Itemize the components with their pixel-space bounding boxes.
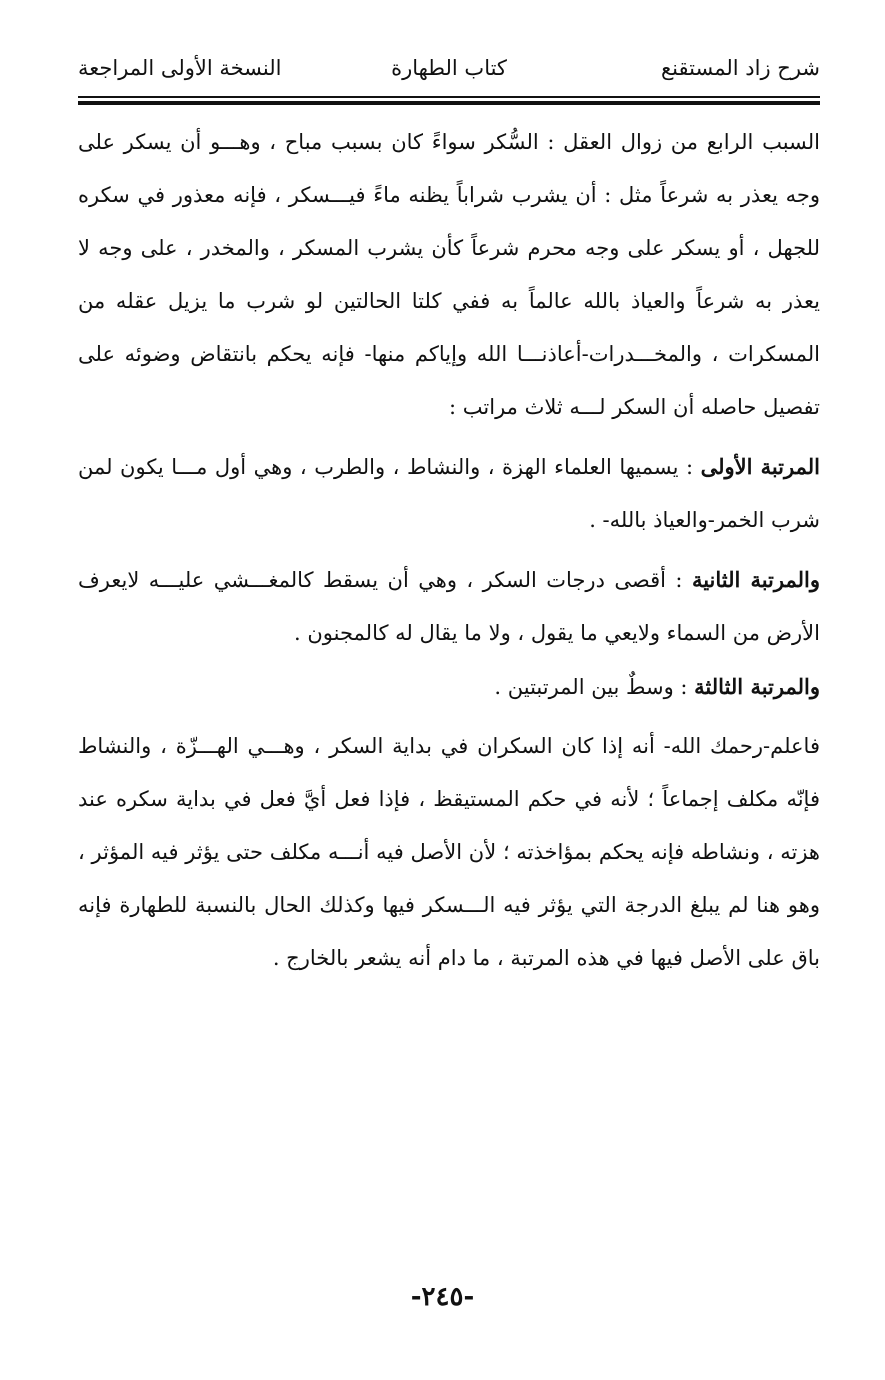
header-rule-thick xyxy=(78,101,820,105)
header-chapter-title: كتاب الطهارة xyxy=(391,56,507,80)
header-rule-thin xyxy=(78,96,820,98)
paragraph-text: فاعلم-رحمك الله- أنه إذا كان السكران في بداية السكر ، وهـــي الهـــزّة ، والنشاط فإنّه مكلف إجماعاً ؛ لأنه في حكم المستيقظ ، فإذا فعل أيَّ فعل في بداية سكره عند هزته ، ونشاطه فإنه يحكم بمؤاخذته ؛ لأن الأصل فيه أنـــه مكلف حتى يؤثر فيه المؤثر ، وهو هنا لم يبلغ الدرجة التي يؤثر فيه الـــسكر فيها وكذلك الحال بالنسبة للطهارة فإنه باق على الأصل فيها في هذه المرتبة ، ما دام أنه يشعر بالخارج . xyxy=(78,734,820,970)
paragraph-fourth-cause xyxy=(78,116,820,434)
running-header xyxy=(78,56,820,92)
paragraph-ruling xyxy=(78,720,820,985)
paragraph-lead: المرتبة الأولى xyxy=(700,454,820,479)
header-book-title: شرح زاد المستقنع xyxy=(661,56,820,80)
paragraph-text: السبب الرابع من زوال العقل : السُّكر سواءً كان بسبب مباح ، وهـــو أن يسكر على وجه يعذر به شرعاً مثل : أن يشرب شراباً يظنه ماءً فيـــسكر ، فإنه معذور في سكره للجهل ، أو يسكر على وجه محرم شرعاً كأن يشرب المسكر ، والمخدر ، على وجه لا يعذر به شرعاً والعياذ بالله عالماً به ففي كلتا الحالتين لو شرب ما يزيل عقله من المسكرات ، والمخـــدرات-أعاذنـــا الله وإياكم منها- فإنه يحكم بانتقاض وضوئه على تفصيل حاصله أن السكر لـــه ثلاث مراتب : xyxy=(78,130,820,419)
page-body xyxy=(78,116,820,985)
paragraph-first-level xyxy=(78,440,820,547)
paragraph-second-level xyxy=(78,553,820,660)
paragraph-lead: والمرتبة الثانية xyxy=(691,567,820,592)
paragraph-third-level xyxy=(78,660,820,714)
paragraph-text: : وسطٌ بين المرتبتين . xyxy=(494,675,695,699)
paragraph-lead: والمرتبة الثالثة xyxy=(694,674,820,699)
page-number: -٢٤٥- xyxy=(410,1282,475,1312)
paragraph-text: : يسميها العلماء الهزة ، والنشاط ، والطرب ، وهي أول مـــا يكون لمن شرب الخمر-والعياذ بالله- . xyxy=(78,455,820,532)
header-edition-note: النسخة الأولى المراجعة xyxy=(78,56,282,80)
paragraph-text: : أقصى درجات السكر ، وهي أن يسقط كالمغـــشي عليـــه لايعرف الأرض من السماء ولايعي ما يقول ، ولا ما يقال له كالمجنون . xyxy=(78,568,820,645)
